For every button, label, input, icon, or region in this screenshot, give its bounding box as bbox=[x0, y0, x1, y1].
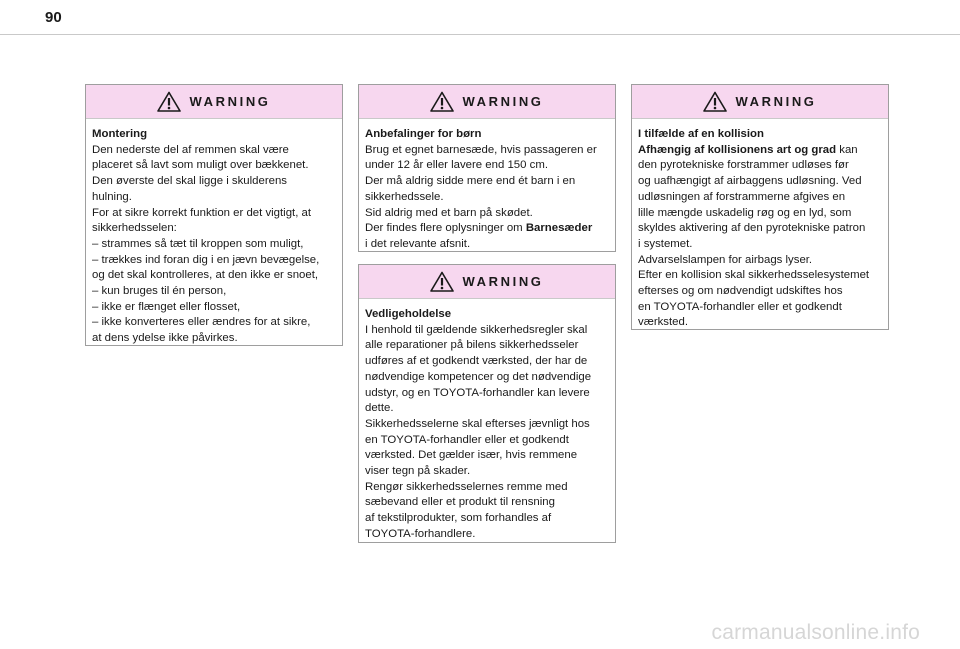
warning-text-line bbox=[92, 315, 336, 331]
warning-text-line bbox=[638, 284, 882, 300]
warning-text-line bbox=[365, 127, 609, 143]
warning-text-line bbox=[638, 190, 882, 206]
warning-text-line bbox=[365, 237, 609, 253]
warning-text-line bbox=[638, 237, 882, 253]
line-text: – trækkes ind foran dig i en jævn bevægelse, bbox=[92, 253, 320, 266]
warning-text-line bbox=[365, 354, 609, 370]
warning-text-line bbox=[365, 527, 609, 543]
warning-text-line bbox=[92, 253, 336, 269]
warning-body bbox=[359, 119, 615, 259]
line-text: TOYOTA-forhandlere. bbox=[365, 527, 476, 540]
warning-text-line bbox=[365, 206, 609, 222]
warning-text-line bbox=[365, 386, 609, 402]
line-text: Sikkerhedsselerne skal efterses jævnligt hos bbox=[365, 417, 590, 430]
warning-title: WARNING bbox=[735, 94, 817, 109]
warning-body bbox=[359, 299, 615, 549]
warning-title: WARNING bbox=[462, 94, 544, 109]
warning-text-line bbox=[365, 480, 609, 496]
line-text: sikkerhedssele. bbox=[365, 190, 444, 203]
line-text: en TOYOTA-forhandler eller et godkendt bbox=[365, 433, 569, 446]
warning-text-line bbox=[92, 237, 336, 253]
line-text: og uafhængigt af airbaggens udløsning. Ved bbox=[638, 175, 862, 188]
warning-text-line bbox=[365, 190, 609, 206]
line-text: udløsningen af forstrammerne afgives en bbox=[638, 190, 846, 203]
warning-text-line bbox=[638, 300, 882, 316]
line-text: – kun bruges til én person, bbox=[92, 285, 227, 298]
line-text: viser tegn på skader. bbox=[365, 465, 471, 478]
line-text: sikkerhedsselen: bbox=[92, 222, 177, 235]
line-text: at dens ydelse ikke påvirkes. bbox=[92, 332, 238, 345]
warning-triangle-icon bbox=[430, 271, 454, 292]
warning-text-line bbox=[92, 127, 336, 143]
warning-text-line bbox=[638, 253, 882, 269]
warning-body bbox=[86, 119, 342, 353]
warning-text-line bbox=[365, 143, 609, 159]
line-text: efterses og om nødvendigt udskiftes hos bbox=[638, 285, 843, 298]
line-text: en TOYOTA-forhandler eller et godkendt bbox=[638, 300, 842, 313]
warning-text-line bbox=[365, 401, 609, 417]
warning-text-line bbox=[92, 174, 336, 190]
line-text: under 12 år eller lavere end 150 cm. bbox=[365, 159, 548, 172]
warning-triangle-icon bbox=[157, 91, 181, 112]
warning-text-line bbox=[365, 433, 609, 449]
warning-text-line bbox=[365, 511, 609, 527]
footer-watermark: carmanualsonline.info bbox=[711, 621, 920, 644]
line-text: skyldes aktivering af den pyrotekniske patron bbox=[638, 222, 866, 235]
warning-text-line bbox=[638, 143, 882, 159]
warning-text-line bbox=[365, 370, 609, 386]
line-text: – ikke er flænget eller flosset, bbox=[92, 300, 241, 313]
line-text: nødvendige kompetencer og det nødvendige bbox=[365, 370, 592, 383]
line-text: Advarselslampen for airbags lyser. bbox=[638, 253, 813, 266]
line-text: Der findes flere oplysninger om bbox=[365, 222, 526, 235]
warning-box-mounting bbox=[85, 84, 343, 346]
warning-text-line bbox=[92, 206, 336, 222]
warning-text-line bbox=[638, 221, 882, 237]
warning-text-line bbox=[638, 127, 882, 143]
warning-text-line bbox=[638, 315, 882, 331]
warning-header bbox=[632, 85, 888, 119]
warning-text-line bbox=[365, 464, 609, 480]
warning-header bbox=[359, 85, 615, 119]
line-text: kan bbox=[836, 143, 858, 156]
warning-triangle-icon bbox=[430, 91, 454, 112]
warning-text-line bbox=[365, 338, 609, 354]
warning-text-line bbox=[365, 158, 609, 174]
warning-text-line bbox=[92, 158, 336, 174]
warning-text-line bbox=[365, 174, 609, 190]
warning-box-maintenance bbox=[358, 264, 616, 543]
line-text: Brug et egnet barnesæde, hvis passageren er bbox=[365, 143, 597, 156]
warning-title: WARNING bbox=[189, 94, 271, 109]
warning-box-collision bbox=[631, 84, 889, 330]
line-bold-text: Anbefalinger for børn bbox=[365, 128, 482, 140]
warning-text-line bbox=[92, 221, 336, 237]
line-text: værksted. Det gælder især, hvis remmene bbox=[365, 449, 578, 462]
line-text: i det relevante afsnit. bbox=[365, 237, 471, 250]
line-text: lille mængde uskadelig røg og en lyd, som bbox=[638, 206, 852, 219]
line-text: udstyr, og en TOYOTA-forhandler kan levere bbox=[365, 386, 590, 399]
warning-text-line bbox=[92, 300, 336, 316]
line-text: alle reparationer på bilens sikkerhedsseler bbox=[365, 339, 579, 352]
line-text: og det skal kontrolleres, at den ikke er snoet, bbox=[92, 269, 319, 282]
page-number: 90 bbox=[45, 9, 62, 26]
line-bold-text: Vedligeholdelse bbox=[365, 308, 452, 320]
warning-text-line bbox=[92, 284, 336, 300]
warning-text-line bbox=[638, 174, 882, 190]
line-text: Den nederste del af remmen skal være bbox=[92, 143, 289, 156]
header-divider bbox=[0, 34, 960, 35]
warning-box-children bbox=[358, 84, 616, 252]
warning-text-line bbox=[92, 143, 336, 159]
warning-text-line bbox=[92, 331, 336, 347]
warning-text-line bbox=[638, 206, 882, 222]
warning-text-line bbox=[365, 448, 609, 464]
warning-text-line bbox=[365, 323, 609, 339]
warning-text-line bbox=[365, 495, 609, 511]
warning-text-line bbox=[92, 268, 336, 284]
line-text: I henhold til gældende sikkerhedsregler skal bbox=[365, 323, 588, 336]
line-bold-text: Barnesæder bbox=[525, 222, 593, 235]
line-text: Rengør sikkerhedsselernes remme med bbox=[365, 480, 568, 493]
warning-text-line bbox=[638, 158, 882, 174]
line-bold-text: I tilfælde af en kollision bbox=[638, 128, 764, 140]
warning-text-line bbox=[638, 268, 882, 284]
line-text: den pyrotekniske forstrammer udløses før bbox=[638, 159, 849, 172]
warning-header bbox=[359, 265, 615, 299]
line-text: værksted. bbox=[638, 316, 689, 329]
line-text: Sid aldrig med et barn på skødet. bbox=[365, 206, 533, 219]
warning-text-line bbox=[92, 190, 336, 206]
line-text: – strammes så tæt til kroppen som muligt, bbox=[92, 237, 304, 250]
warning-title: WARNING bbox=[462, 274, 544, 289]
line-text: dette. bbox=[365, 402, 394, 415]
warning-body bbox=[632, 119, 888, 337]
line-text: af tekstilprodukter, som forhandles af bbox=[365, 512, 552, 525]
line-text: Den øverste del skal ligge i skulderens bbox=[92, 175, 287, 188]
warning-triangle-icon bbox=[703, 91, 727, 112]
line-text: hulning. bbox=[92, 190, 132, 203]
warning-header bbox=[86, 85, 342, 119]
line-text: For at sikre korrekt funktion er det vigtigt, at bbox=[92, 206, 312, 219]
warning-text-line bbox=[365, 417, 609, 433]
line-text: i systemet. bbox=[638, 237, 693, 250]
warning-text-line bbox=[365, 307, 609, 323]
warning-text-line bbox=[365, 221, 609, 237]
line-bold-text: Afhængig af kollisionens art og grad bbox=[638, 143, 837, 156]
line-text: Efter en kollision skal sikkerhedsselesystemet bbox=[638, 269, 870, 282]
line-text: Der må aldrig sidde mere end ét barn i en bbox=[365, 175, 576, 188]
line-bold-text: Montering bbox=[92, 128, 148, 140]
line-text: sæbevand eller et produkt til rensning bbox=[365, 496, 555, 509]
line-text: udføres af et godkendt værksted, der har de bbox=[365, 355, 588, 368]
line-text: – ikke konverteres eller ændres for at sikre, bbox=[92, 316, 311, 329]
line-text: placeret så lavt som muligt over bækkenet. bbox=[92, 159, 309, 172]
